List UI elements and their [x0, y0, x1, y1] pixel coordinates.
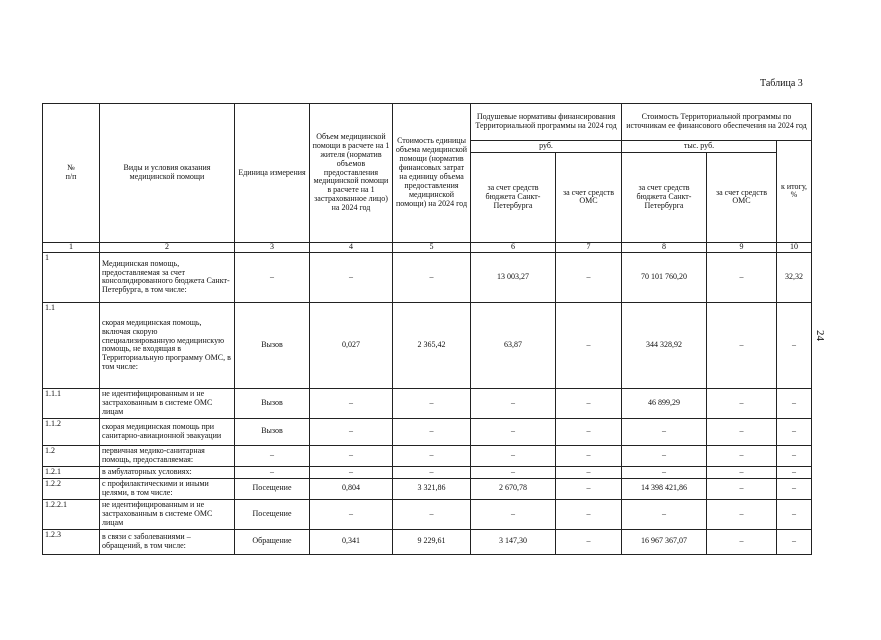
col-number: 5 [393, 242, 471, 252]
col-number: 4 [310, 242, 393, 252]
table-row [43, 529, 812, 554]
header-budget-spb: за счет средств бюджета Санкт-Петербурга [471, 152, 556, 242]
table-row [43, 388, 812, 418]
header-rub: руб. [471, 141, 622, 153]
row-total-pct: – [777, 418, 812, 445]
row-name: с профилактическими и иными целями, в том числе: [100, 478, 235, 499]
row-per-capita-budget: 63,87 [471, 302, 556, 388]
row-per-capita-oms: – [556, 466, 622, 478]
row-per-capita-budget: 13 003,27 [471, 252, 556, 302]
row-volume: 0,341 [310, 529, 393, 554]
row-cost: – [393, 418, 471, 445]
row-number: 1.1 [43, 302, 100, 388]
row-unit: Посещение [235, 478, 310, 499]
row-per-capita-oms: – [556, 499, 622, 529]
row-per-capita-budget: – [471, 445, 556, 466]
row-total-budget: – [622, 418, 707, 445]
row-total-budget: – [622, 466, 707, 478]
row-cost: 3 321,86 [393, 478, 471, 499]
row-total-pct: – [777, 445, 812, 466]
col-number: 2 [100, 242, 235, 252]
page-number: 24 [814, 330, 826, 341]
row-per-capita-budget: – [471, 499, 556, 529]
col-number: 1 [43, 242, 100, 252]
row-total-budget: – [622, 445, 707, 466]
row-total-budget: 344 328,92 [622, 302, 707, 388]
row-total-budget: 70 101 760,20 [622, 252, 707, 302]
row-per-capita-oms: – [556, 478, 622, 499]
col-number: 6 [471, 242, 556, 252]
row-total-budget: – [622, 499, 707, 529]
row-per-capita-budget: 3 147,30 [471, 529, 556, 554]
row-name: скорая медицинская помощь, включая скорую специализированную медицинскую помощь, не входящая в Территориальную программу ОМС, в том числе: [100, 302, 235, 388]
row-total-pct: – [777, 302, 812, 388]
row-per-capita-oms: – [556, 418, 622, 445]
table-row [43, 252, 812, 302]
table-row [43, 466, 812, 478]
row-name: Медицинская помощь, предоставляемая за счет консолидированного бюджета Санкт-Петербурга, в том числе: [100, 252, 235, 302]
row-total-oms: – [707, 478, 777, 499]
row-cost: – [393, 252, 471, 302]
row-unit: Посещение [235, 499, 310, 529]
row-number: 1.2.2 [43, 478, 100, 499]
row-number: 1.2.3 [43, 529, 100, 554]
row-total-oms: – [707, 388, 777, 418]
row-per-capita-oms: – [556, 302, 622, 388]
header-total-pct: к итогу, % [777, 141, 812, 243]
header-oms: за счет средств ОМС [556, 152, 622, 242]
row-number: 1.2.1 [43, 466, 100, 478]
row-name: скорая медицинская помощь при санитарно-авиационной эвакуации [100, 418, 235, 445]
col-number: 3 [235, 242, 310, 252]
row-cost: – [393, 388, 471, 418]
row-total-budget: 16 967 367,07 [622, 529, 707, 554]
row-total-budget: 14 398 421,86 [622, 478, 707, 499]
header-thous-rub: тыс. руб. [622, 141, 777, 153]
row-volume: 0,804 [310, 478, 393, 499]
row-total-oms: – [707, 445, 777, 466]
row-volume: – [310, 499, 393, 529]
header-volume: Объем медицинской помощи в расчете на 1 жителя (норматив объемов предоставления медицинской помощи в расчете на 1 застрахованное лицо) на 2024 год [310, 104, 393, 243]
table-row [43, 445, 812, 466]
row-name: не идентифицированным и не застрахованным в системе ОМС лицам [100, 388, 235, 418]
row-per-capita-oms: – [556, 388, 622, 418]
row-unit: – [235, 466, 310, 478]
row-number: 1.1.1 [43, 388, 100, 418]
row-per-capita-budget: – [471, 388, 556, 418]
header-per-capita: Подушевые нормативы финансирования Территориальной программы на 2024 год [471, 104, 622, 141]
row-per-capita-budget: – [471, 418, 556, 445]
row-name: в связи с заболеваниями – обращений, в том числе: [100, 529, 235, 554]
header-num: № п/п [43, 104, 100, 243]
row-volume: – [310, 252, 393, 302]
table-row [43, 418, 812, 445]
row-total-oms: – [707, 252, 777, 302]
row-number: 1.1.2 [43, 418, 100, 445]
row-total-oms: – [707, 466, 777, 478]
row-unit: Вызов [235, 418, 310, 445]
row-number: 1.2.2.1 [43, 499, 100, 529]
row-total-oms: – [707, 499, 777, 529]
header-kind: Виды и условия оказания медицинской помощи [100, 104, 235, 243]
row-total-pct: – [777, 529, 812, 554]
row-total-pct: 32,32 [777, 252, 812, 302]
row-volume: 0,027 [310, 302, 393, 388]
row-volume: – [310, 466, 393, 478]
row-total-oms: – [707, 302, 777, 388]
row-name: в амбулаторных условиях: [100, 466, 235, 478]
header-oms-2: за счет средств ОМС [707, 152, 777, 242]
row-cost: 9 229,61 [393, 529, 471, 554]
row-cost: – [393, 466, 471, 478]
row-total-oms: – [707, 418, 777, 445]
header-unit: Единица измерения [235, 104, 310, 243]
col-number: 10 [777, 242, 812, 252]
row-total-pct: – [777, 499, 812, 529]
col-number: 9 [707, 242, 777, 252]
table-row [43, 499, 812, 529]
row-unit: Вызов [235, 388, 310, 418]
row-unit: Вызов [235, 302, 310, 388]
row-volume: – [310, 388, 393, 418]
row-unit: Обращение [235, 529, 310, 554]
row-per-capita-budget: 2 670,78 [471, 478, 556, 499]
row-total-pct: – [777, 388, 812, 418]
row-number: 1.2 [43, 445, 100, 466]
row-unit: – [235, 252, 310, 302]
row-per-capita-budget: – [471, 466, 556, 478]
row-total-oms: – [707, 529, 777, 554]
col-number: 7 [556, 242, 622, 252]
row-name: первичная медико-санитарная помощь, предоставляемая: [100, 445, 235, 466]
row-name: не идентифицированным и не застрахованным в системе ОМС лицам [100, 499, 235, 529]
row-cost: – [393, 499, 471, 529]
row-total-budget: 46 899,29 [622, 388, 707, 418]
header-total-cost: Стоимость Территориальной программы по источникам ее финансового обеспечения на 2024 год [622, 104, 812, 141]
row-volume: – [310, 418, 393, 445]
row-cost: 2 365,42 [393, 302, 471, 388]
header-cost: Стоимость единицы объема медицинской помощи (норматив финансовых затрат на единицу объема предоставления медицинской помощи) на 2024 год [393, 104, 471, 243]
row-volume: – [310, 445, 393, 466]
row-per-capita-oms: – [556, 445, 622, 466]
row-per-capita-oms: – [556, 252, 622, 302]
financing-table [42, 103, 812, 555]
row-unit: – [235, 445, 310, 466]
header-budget-spb-2: за счет средств бюджета Санкт-Петербурга [622, 152, 707, 242]
row-per-capita-oms: – [556, 529, 622, 554]
row-total-pct: – [777, 478, 812, 499]
table-row [43, 302, 812, 388]
table-row [43, 478, 812, 499]
row-number: 1 [43, 252, 100, 302]
row-total-pct: – [777, 466, 812, 478]
col-number: 8 [622, 242, 707, 252]
row-cost: – [393, 445, 471, 466]
table-label: Таблица 3 [760, 78, 803, 89]
